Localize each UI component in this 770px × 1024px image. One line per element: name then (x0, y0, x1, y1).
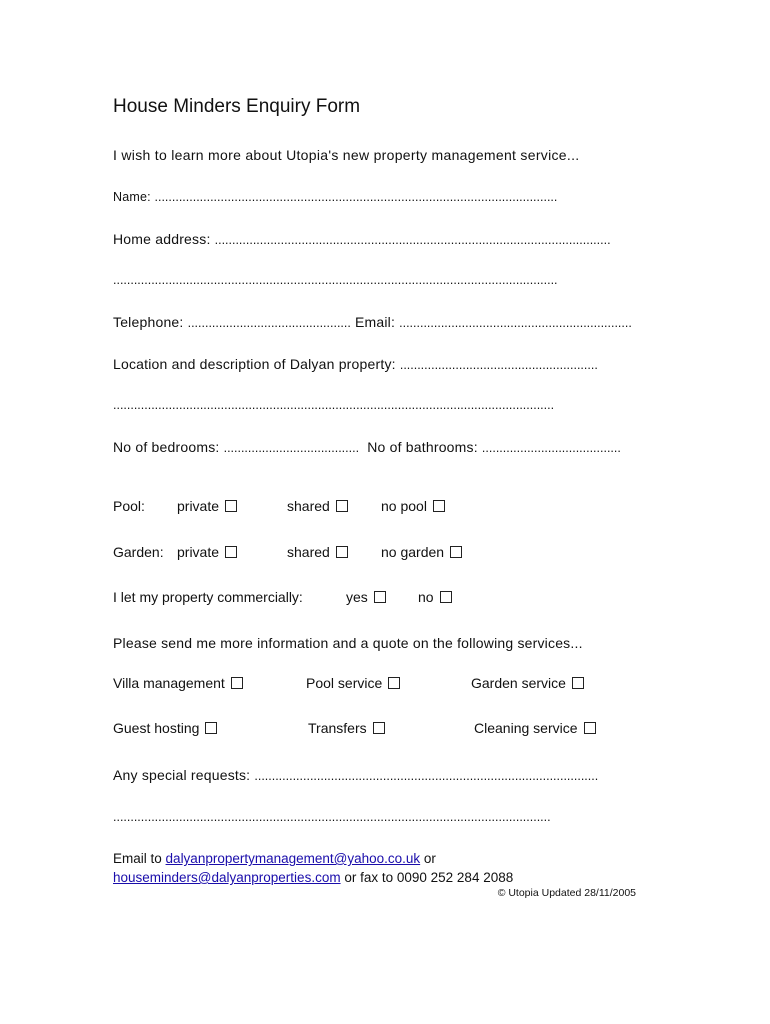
pool-none-label: no pool (381, 498, 427, 514)
copyright-note: © Utopia Updated 28/11/2005 (497, 887, 636, 899)
pool-private-label: private (177, 498, 220, 514)
special-requests-label: Any special requests: (113, 767, 251, 783)
commercial-yes-option[interactable] (346, 589, 386, 605)
guest-hosting-option[interactable] (113, 720, 217, 736)
villa-management-checkbox[interactable] (231, 677, 243, 689)
pool-service-checkbox[interactable] (388, 677, 400, 689)
name-label: Name: (113, 190, 151, 204)
transfers-checkbox[interactable] (373, 722, 385, 734)
bedrooms-field[interactable]: ....................................... (223, 441, 360, 455)
bedrooms-label: No of bedrooms: (113, 439, 220, 455)
services-heading: Please send me more information and a quote on the following services... (113, 635, 583, 651)
garden-private-checkbox[interactable] (225, 546, 237, 558)
commercial-no-label: no (418, 589, 434, 605)
garden-service-checkbox[interactable] (572, 677, 584, 689)
name-row[interactable] (113, 190, 557, 204)
garden-shared-label: shared (287, 544, 330, 560)
contact-fax: or fax to 0090 252 284 2088 (344, 870, 514, 885)
home-address-row[interactable] (113, 231, 611, 247)
villa-management-option[interactable] (113, 675, 243, 691)
rooms-row[interactable] (113, 439, 621, 455)
contact-email-prefix: Email to (113, 851, 162, 866)
garden-private-label: private (177, 544, 220, 560)
bathrooms-label: No of bathrooms: (367, 439, 478, 455)
garden-shared-option[interactable] (287, 544, 348, 560)
home-address-field[interactable]: .................................................................................................................. (214, 233, 611, 247)
pool-shared-label: shared (287, 498, 330, 514)
commercial-yes-checkbox[interactable] (374, 591, 386, 603)
pool-shared-checkbox[interactable] (336, 500, 348, 512)
email-link-1[interactable]: dalyanpropertymanagement@yahoo.co.uk (165, 851, 421, 866)
pool-shared-option[interactable] (287, 498, 348, 514)
transfers-option[interactable] (308, 720, 385, 736)
pool-service-option[interactable] (306, 675, 400, 691)
garden-private-option[interactable] (177, 544, 237, 560)
address-line2-field[interactable]: ................................................................................................................................ (113, 273, 558, 287)
garden-service-option[interactable] (471, 675, 584, 691)
cleaning-service-checkbox[interactable] (584, 722, 596, 734)
location-field[interactable]: ......................................................... (399, 358, 598, 372)
commercial-no-checkbox[interactable] (440, 591, 452, 603)
pool-label: Pool: (113, 498, 145, 514)
garden-service-label: Garden service (471, 675, 566, 691)
telephone-label: Telephone: (113, 314, 184, 330)
pool-private-checkbox[interactable] (225, 500, 237, 512)
garden-none-label: no garden (381, 544, 445, 560)
commercial-yes-label: yes (346, 589, 368, 605)
cleaning-service-label: Cleaning service (474, 720, 578, 736)
email-link-2[interactable]: houseminders@dalyanproperties.com (113, 870, 341, 885)
form-title: House Minders Enquiry Form (113, 96, 361, 117)
contact-or: or (423, 851, 436, 866)
garden-none-checkbox[interactable] (450, 546, 462, 558)
intro-text: I wish to learn more about Utopia's new property management service... (113, 147, 580, 163)
guest-hosting-label: Guest hosting (113, 720, 200, 736)
telephone-field[interactable]: ............................................... (187, 316, 351, 330)
home-address-label: Home address: (113, 231, 211, 247)
special-requests-line2-field[interactable]: .............................................................................................................................. (113, 810, 551, 824)
transfers-label: Transfers (308, 720, 367, 736)
commercial-no-option[interactable] (418, 589, 452, 605)
location-label: Location and description of Dalyan property: (113, 356, 396, 372)
location-row[interactable] (113, 356, 598, 372)
guest-hosting-checkbox[interactable] (205, 722, 217, 734)
pool-none-option[interactable] (381, 498, 445, 514)
garden-label: Garden: (113, 544, 164, 560)
villa-management-label: Villa management (113, 675, 225, 691)
commercial-label: I let my property commercially: (113, 589, 303, 605)
contact-block (113, 849, 513, 887)
cleaning-service-option[interactable] (474, 720, 596, 736)
pool-private-option[interactable] (177, 498, 237, 514)
pool-service-label: Pool service (306, 675, 383, 691)
name-field[interactable]: .................................................................................................................... (154, 190, 558, 204)
location-line2-field[interactable]: ............................................................................................................................... (113, 398, 555, 412)
bathrooms-field[interactable]: ........................................ (481, 441, 621, 455)
email-label: Email: (354, 314, 396, 330)
telephone-email-row[interactable] (113, 314, 632, 330)
special-requests-row[interactable] (113, 767, 598, 783)
garden-none-option[interactable] (381, 544, 462, 560)
special-requests-field[interactable]: ................................................................................................... (254, 769, 599, 783)
pool-none-checkbox[interactable] (433, 500, 445, 512)
garden-shared-checkbox[interactable] (336, 546, 348, 558)
email-field[interactable]: ................................................................... (399, 316, 632, 330)
